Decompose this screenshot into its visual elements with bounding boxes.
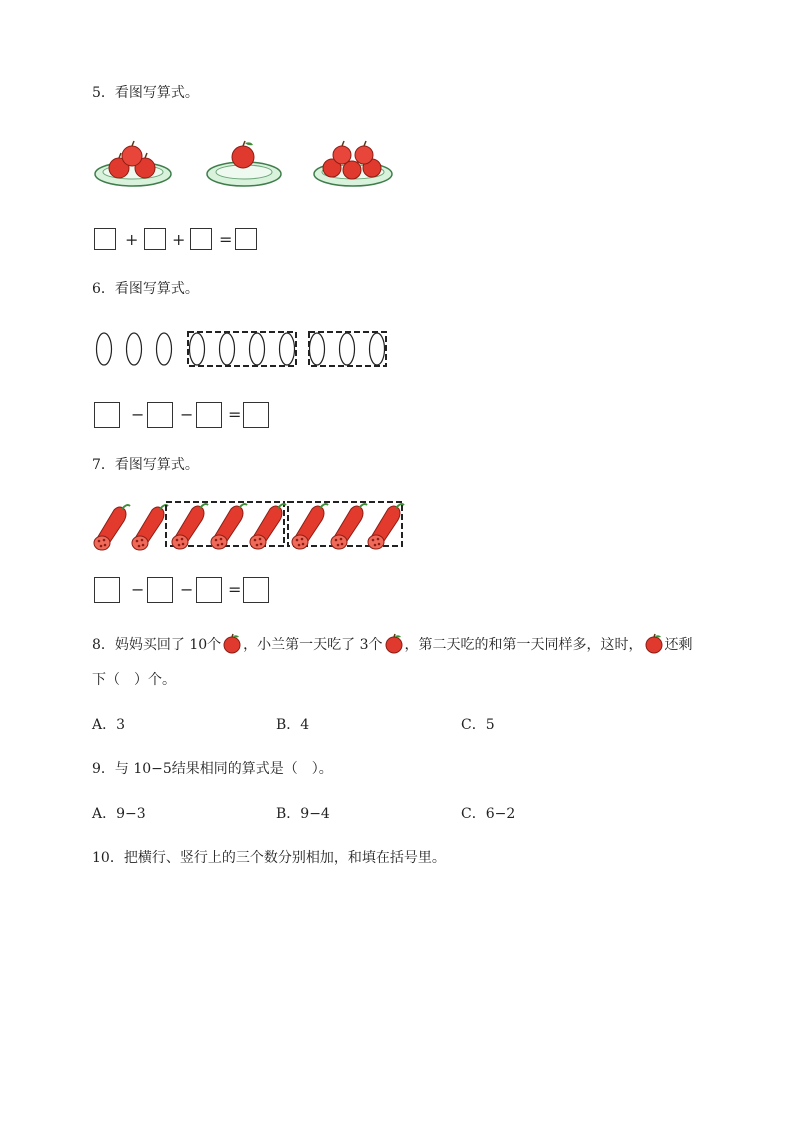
equals-sign: = [228,405,242,424]
q8-text-part1: 8．妈妈买回了 10个 [92,637,222,653]
q7-title: 7．看图写算式。 [92,457,199,473]
q5-answer-box-4[interactable] [235,228,257,250]
lotus-root-figures [92,498,404,552]
q5-answer-box-2[interactable] [144,228,166,250]
q6-answer-box-1[interactable] [94,402,120,428]
q8-text-part3: ，第二天吃的和第一天同样多，这时， [404,637,643,653]
apple-plate-3 [93,140,173,192]
q7-answer-box-2[interactable] [147,577,173,603]
q7-answer-box-1[interactable] [94,577,120,603]
q9-option-b[interactable]: B．9−4 [276,806,330,822]
apple-plate-5 [312,140,394,192]
minus-sign: − [180,580,194,599]
q6-answer-box-3[interactable] [196,402,222,428]
q8-text-part2: ，小兰第一天吃了 3个 [243,637,383,653]
q6-answer-box-2[interactable] [147,402,173,428]
equals-sign: = [228,580,242,599]
apple-icon [384,634,404,654]
q7-answer-box-4[interactable] [243,577,269,603]
q9-option-a[interactable]: A．9−3 [92,806,146,822]
plus-sign: + [172,230,186,249]
q8-text-line1 [92,634,693,654]
q10-text: 10．把横行、竖行上的三个数分别相加，和填在括号里。 [92,850,446,866]
q5-answer-box-1[interactable] [94,228,116,250]
plus-sign: + [125,230,139,249]
q8-option-a[interactable]: A．3 [92,717,126,733]
q6-answer-box-4[interactable] [243,402,269,428]
q6-title: 6．看图写算式。 [92,281,199,297]
q9-text: 9．与 10−5结果相同的算式是（ ）。 [92,761,333,777]
q9-option-c[interactable]: C．6−2 [461,806,516,822]
q8-text-part4: 还剩 [664,637,693,653]
apple-plate-1 [205,140,283,192]
minus-sign: − [131,580,145,599]
equals-sign: = [219,230,233,249]
q5-answer-box-3[interactable] [190,228,212,250]
q8-option-b[interactable]: B．4 [276,717,310,733]
q7-answer-box-3[interactable] [196,577,222,603]
oval-figures [94,330,394,370]
apple-icon [644,634,664,654]
q8-text-line2: 下（ ）个。 [92,672,176,688]
apple-icon [222,634,242,654]
minus-sign: − [131,405,145,424]
q8-option-c[interactable]: C．5 [461,717,495,733]
minus-sign: − [180,405,194,424]
q5-title: 5．看图写算式。 [92,85,199,101]
